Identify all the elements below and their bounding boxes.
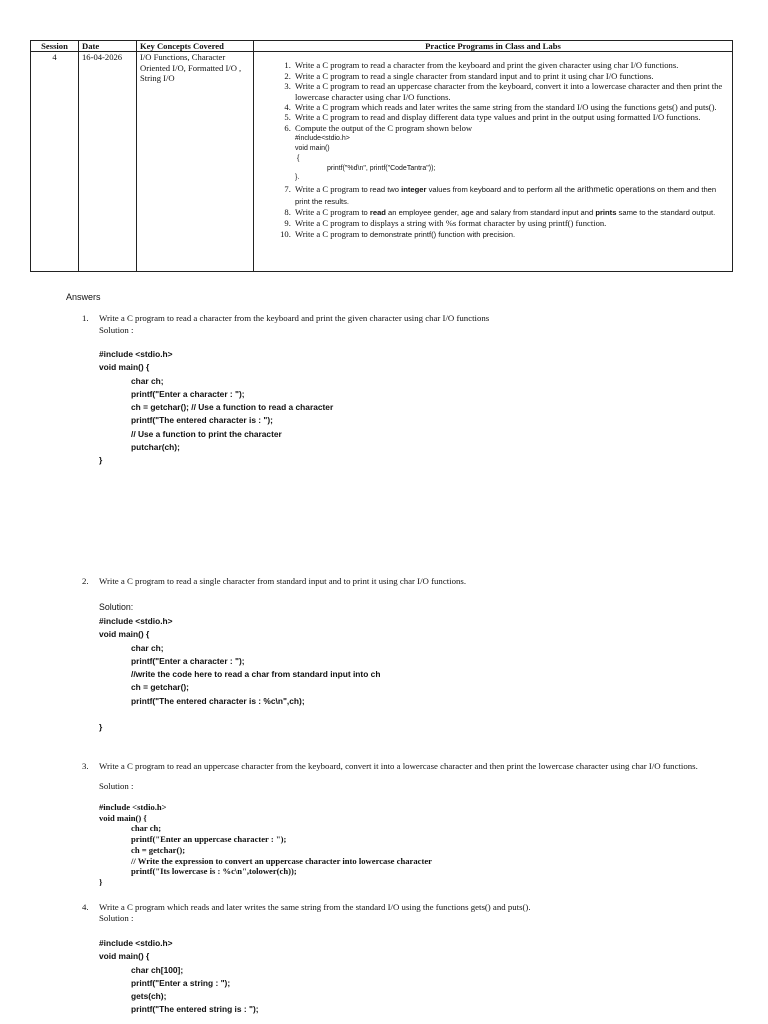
header-date: Date bbox=[79, 41, 137, 52]
code-line: // Use a function to print the character bbox=[131, 428, 282, 439]
programs-list bbox=[257, 60, 729, 240]
code-line: printf("The entered string is : "); bbox=[131, 1004, 259, 1015]
question-number: 4. bbox=[82, 902, 89, 912]
program-item: 3. Write a C program to read an uppercase character from the keyboard, convert it into a lowercase character and then print the lowercase character using char I/O functions. bbox=[293, 81, 729, 102]
code-line: } bbox=[99, 876, 103, 887]
snippet-line: }. bbox=[295, 174, 300, 182]
code-line: void main() { bbox=[99, 629, 150, 640]
solution-label: Solution: bbox=[99, 602, 134, 612]
program-item-text: Compute the output of the C program shown below bbox=[295, 122, 473, 133]
code-block-1 bbox=[99, 348, 333, 468]
question-2 bbox=[82, 576, 699, 586]
question-3 bbox=[82, 761, 699, 771]
snippet-line: { bbox=[297, 154, 300, 162]
schedule-table bbox=[30, 40, 733, 272]
code-line: printf("Enter a character : "); bbox=[131, 655, 245, 666]
program-item: 9. Write a C program to displays a string with %s format character by using printf() function. bbox=[293, 218, 729, 228]
program-code-snippet bbox=[295, 134, 729, 183]
solution-label: Solution : bbox=[99, 781, 134, 791]
question-number: 1. bbox=[82, 313, 89, 323]
answers-heading: Answers bbox=[66, 292, 101, 302]
date-cell: 16-04-2026 bbox=[79, 52, 137, 272]
code-line: printf("Enter an uppercase character : "); bbox=[131, 834, 287, 845]
program-item: 1. Write a C program to read a character from the keyboard and print the given character using char I/O functions. bbox=[293, 60, 729, 70]
session-cell: 4 bbox=[31, 52, 79, 272]
code-line: //write the code here to read a char from standard input into ch bbox=[131, 669, 381, 680]
question-text: Write a C program to read a single character from standard input and to print it using char I/O functions. bbox=[99, 576, 467, 586]
concepts-cell: I/O Functions, Character Oriented I/O, Formatted I/O , String I/O bbox=[137, 52, 254, 272]
question-number: 2. bbox=[82, 576, 89, 586]
code-line: char ch; bbox=[131, 823, 162, 834]
question-text: Write a C program to read an uppercase character from the keyboard, convert it into a lowercase character and then print the lowercase character using char I/O functions. bbox=[99, 761, 698, 771]
code-line: void main() { bbox=[99, 951, 150, 962]
question-1 bbox=[82, 313, 699, 323]
program-item: 7. Write a C program to read two integer values from keyboard and to perform all the arithmetic operations on them and then print the results. bbox=[293, 184, 729, 207]
snippet-line: printf("%d\n", printf("CodeTantra")); bbox=[327, 164, 436, 172]
program-item: 5. Write a C program to read and display different data type values and print in the output using formatted I/O functions. bbox=[293, 112, 729, 122]
code-line: putchar(ch); bbox=[131, 442, 180, 453]
code-line: ch = getchar(); bbox=[131, 844, 186, 855]
code-line: void main() { bbox=[99, 362, 150, 373]
question-text: Write a C program which reads and later writes the same string from the standard I/O using the functions gets() and puts(). bbox=[99, 902, 531, 912]
code-line: printf("The entered character is : %c\n",ch); bbox=[131, 695, 305, 706]
question-4 bbox=[82, 902, 699, 912]
program-item: 2. Write a C program to read a single character from standard input and to print it using char I/O functions. bbox=[293, 71, 729, 81]
code-line: void main() { bbox=[99, 812, 147, 823]
code-block-4 bbox=[99, 937, 259, 1017]
code-line: char ch; bbox=[131, 375, 164, 386]
header-key-concepts: Key Concepts Covered bbox=[137, 41, 254, 52]
solution-label: Solution : bbox=[99, 325, 134, 335]
snippet-line: void main() bbox=[295, 145, 330, 153]
program-item: 8. Write a C program to read an employee gender, age and salary from standard input and prints same to the standard output. bbox=[293, 207, 729, 218]
code-line: } bbox=[99, 722, 103, 733]
code-line: #include <stdio.h> bbox=[99, 349, 173, 359]
solution-label: Solution : bbox=[99, 913, 134, 923]
code-line: char ch[100]; bbox=[131, 964, 184, 975]
code-block-2 bbox=[99, 615, 380, 734]
code-line: ch = getchar(); // Use a function to read a character bbox=[131, 402, 334, 413]
program-item bbox=[293, 123, 729, 183]
header-practice-programs: Practice Programs in Class and Labs bbox=[254, 41, 733, 52]
program-item: 10. Write a C program to demonstrate printf() function with precision. bbox=[293, 229, 729, 240]
code-block-3 bbox=[99, 802, 432, 888]
question-text: Write a C program to read a character from the keyboard and print the given character using char I/O functions bbox=[99, 313, 490, 323]
program-item: 4. Write a C program which reads and later writes the same string from the standard I/O using the functions gets() and puts(). bbox=[293, 102, 729, 112]
code-line: #include <stdio.h> bbox=[99, 802, 167, 812]
code-line: printf("Enter a string : "); bbox=[131, 977, 231, 988]
code-line: #include <stdio.h> bbox=[99, 616, 173, 626]
question-number: 3. bbox=[82, 761, 89, 771]
code-line: char ch; bbox=[131, 642, 164, 653]
code-line: gets(ch); bbox=[131, 991, 167, 1002]
header-session: Session bbox=[31, 41, 79, 52]
code-line: // Write the expression to convert an uppercase character into lowercase character bbox=[131, 855, 432, 866]
code-line: } bbox=[99, 455, 103, 466]
code-line: printf("Enter a character : "); bbox=[131, 388, 245, 399]
programs-cell bbox=[254, 52, 733, 272]
snippet-line: #include<stdio.h> bbox=[295, 135, 350, 143]
code-line: printf("The entered character is : "); bbox=[131, 415, 273, 426]
table-row bbox=[31, 52, 733, 272]
code-line: ch = getchar(); bbox=[131, 682, 189, 693]
table-header-row bbox=[31, 41, 733, 52]
code-line: #include <stdio.h> bbox=[99, 938, 173, 948]
code-line: printf("Its lowercase is : %c\n",tolower(ch)); bbox=[131, 866, 297, 877]
